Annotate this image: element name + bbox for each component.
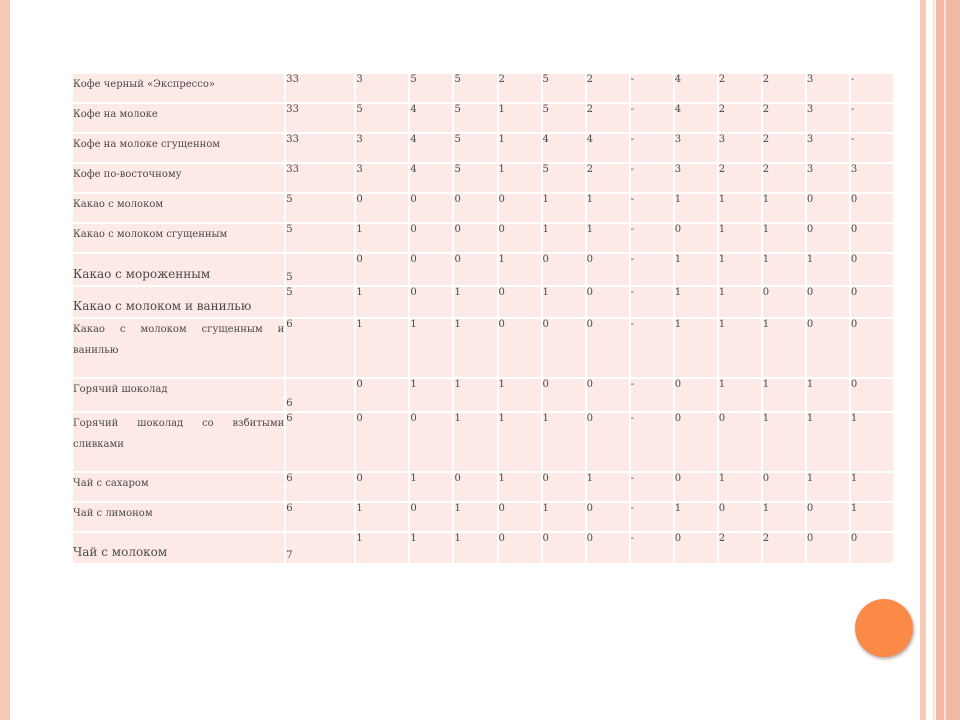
value-cell: 0 (410, 287, 452, 317)
value-cell: 1 (356, 319, 408, 377)
table-row (73, 473, 893, 501)
value-cell: 0 (356, 413, 408, 471)
row-name-cell: Какао с молоком сгущенным и ванилью (73, 319, 284, 377)
value-cell: 1 (499, 254, 541, 285)
value-cell: - (631, 287, 673, 317)
value-cell: 0 (675, 379, 717, 411)
value-cell: 0 (587, 319, 629, 377)
value-cell: 1 (763, 319, 805, 377)
value-cell: 0 (851, 194, 893, 222)
value-cell: 1 (543, 503, 585, 531)
beverage-table (71, 72, 895, 565)
value-cell: 1 (454, 287, 496, 317)
value-cell: 0 (499, 287, 541, 317)
row-name-cell: Какао с молоком (73, 194, 284, 222)
value-cell: 2 (719, 74, 761, 102)
value-cell: 0 (587, 379, 629, 411)
value-cell: 1 (499, 134, 541, 162)
slide-frame-stripe (944, 0, 946, 720)
value-cell: 1 (499, 413, 541, 471)
value-cell: 0 (499, 224, 541, 252)
row-count-cell: 6 (286, 503, 354, 531)
value-cell: 1 (719, 473, 761, 501)
value-cell: 0 (807, 224, 849, 252)
value-cell: 0 (454, 224, 496, 252)
value-cell: 1 (807, 254, 849, 285)
row-name-cell: Горячий шоколад со взбитыми сливками (73, 413, 284, 471)
slide-frame-stripe (933, 0, 935, 720)
value-cell: 0 (543, 533, 585, 563)
value-cell: - (631, 473, 673, 501)
value-cell: 0 (454, 254, 496, 285)
slide-frame-right (936, 0, 960, 720)
value-cell: 1 (719, 319, 761, 377)
value-cell: 1 (719, 379, 761, 411)
value-cell: 0 (807, 287, 849, 317)
value-cell: 1 (675, 287, 717, 317)
table-row (73, 74, 893, 102)
row-count-cell: 6 (286, 473, 354, 501)
value-cell: - (851, 134, 893, 162)
value-cell: 1 (454, 379, 496, 411)
value-cell: 3 (356, 74, 408, 102)
value-cell: 1 (410, 379, 452, 411)
value-cell: 5 (454, 104, 496, 132)
value-cell: 1 (807, 379, 849, 411)
value-cell: 1 (675, 319, 717, 377)
value-cell: 4 (410, 164, 452, 192)
table-row (73, 319, 893, 377)
value-cell: 3 (807, 104, 849, 132)
value-cell: 4 (587, 134, 629, 162)
value-cell: 1 (454, 319, 496, 377)
value-cell: 1 (763, 254, 805, 285)
table-row (73, 254, 893, 285)
row-count-cell: 5 (286, 224, 354, 252)
value-cell: 0 (499, 319, 541, 377)
row-name-cell: Чай с молоком (73, 533, 284, 563)
value-cell: 0 (851, 287, 893, 317)
value-cell: 1 (587, 473, 629, 501)
value-cell: 1 (543, 224, 585, 252)
value-cell: 3 (675, 134, 717, 162)
decorative-orange-circle (855, 599, 913, 657)
table-row (73, 134, 893, 162)
value-cell: 1 (719, 224, 761, 252)
value-cell: 1 (763, 194, 805, 222)
value-cell: 0 (807, 319, 849, 377)
value-cell: - (631, 503, 673, 531)
row-name-cell: Кофе по-восточному (73, 164, 284, 192)
value-cell: - (851, 74, 893, 102)
value-cell: 0 (719, 413, 761, 471)
value-cell: 0 (356, 194, 408, 222)
row-count-cell: 33 (286, 104, 354, 132)
value-cell: 0 (851, 533, 893, 563)
value-cell: 1 (851, 473, 893, 501)
value-cell: 0 (587, 533, 629, 563)
value-cell: 0 (454, 194, 496, 222)
row-count-cell: 33 (286, 164, 354, 192)
value-cell: 1 (543, 194, 585, 222)
value-cell: 1 (587, 194, 629, 222)
value-cell: 2 (499, 74, 541, 102)
row-count-cell: 33 (286, 74, 354, 102)
value-cell: - (631, 104, 673, 132)
value-cell: 1 (499, 379, 541, 411)
table-row (73, 194, 893, 222)
value-cell: 5 (454, 164, 496, 192)
value-cell: 3 (675, 164, 717, 192)
value-cell: 3 (356, 134, 408, 162)
value-cell: 0 (356, 254, 408, 285)
value-cell: 0 (543, 473, 585, 501)
value-cell: 2 (719, 104, 761, 132)
value-cell: 4 (410, 134, 452, 162)
value-cell: - (631, 413, 673, 471)
value-cell: 0 (675, 473, 717, 501)
row-name-cell: Какао с молоком сгущенным (73, 224, 284, 252)
value-cell: 1 (763, 379, 805, 411)
value-cell: 1 (499, 104, 541, 132)
row-count-cell: 33 (286, 134, 354, 162)
value-cell: 0 (410, 194, 452, 222)
table-row (73, 287, 893, 317)
value-cell: 3 (807, 134, 849, 162)
value-cell: 2 (587, 164, 629, 192)
value-cell: 1 (543, 413, 585, 471)
value-cell: 1 (719, 254, 761, 285)
value-cell: 2 (719, 164, 761, 192)
value-cell: - (851, 104, 893, 132)
value-cell: 2 (719, 533, 761, 563)
value-cell: 0 (587, 503, 629, 531)
value-cell: 2 (763, 104, 805, 132)
value-cell: 0 (543, 254, 585, 285)
value-cell: 2 (763, 533, 805, 563)
value-cell: - (631, 254, 673, 285)
row-name-cell: Какао с молоком и ванилью (73, 287, 284, 317)
value-cell: - (631, 319, 673, 377)
value-cell: 0 (851, 319, 893, 377)
value-cell: 0 (851, 254, 893, 285)
row-name-cell: Горячий шоколад (73, 379, 284, 411)
value-cell: 0 (410, 254, 452, 285)
row-count-cell: 7 (286, 533, 354, 563)
value-cell: 4 (543, 134, 585, 162)
value-cell: 0 (851, 224, 893, 252)
value-cell: 5 (543, 164, 585, 192)
slide-frame-left (0, 0, 10, 720)
value-cell: 3 (719, 134, 761, 162)
value-cell: 1 (675, 194, 717, 222)
row-name-cell: Кофе черный «Экспрессо» (73, 74, 284, 102)
row-name-cell: Какао с мороженным (73, 254, 284, 285)
value-cell: 1 (807, 473, 849, 501)
value-cell: 0 (356, 473, 408, 501)
value-cell: 4 (675, 104, 717, 132)
value-cell: 0 (807, 194, 849, 222)
value-cell: 0 (763, 287, 805, 317)
value-cell: 0 (499, 503, 541, 531)
value-cell: 3 (807, 164, 849, 192)
value-cell: 1 (356, 287, 408, 317)
value-cell: - (631, 379, 673, 411)
table-row (73, 224, 893, 252)
table-row (73, 164, 893, 192)
value-cell: 1 (763, 224, 805, 252)
value-cell: 0 (851, 379, 893, 411)
table-row (73, 104, 893, 132)
value-cell: 0 (410, 413, 452, 471)
value-cell: 0 (543, 379, 585, 411)
value-cell: 1 (454, 413, 496, 471)
row-name-cell: Чай с сахаром (73, 473, 284, 501)
value-cell: 2 (763, 164, 805, 192)
value-cell: 0 (763, 473, 805, 501)
table-row (73, 503, 893, 531)
value-cell: 1 (356, 224, 408, 252)
value-cell: 1 (356, 533, 408, 563)
value-cell: 3 (356, 164, 408, 192)
row-count-cell: 5 (286, 254, 354, 285)
value-cell: 1 (763, 503, 805, 531)
row-name-cell: Чай с лимоном (73, 503, 284, 531)
value-cell: - (631, 74, 673, 102)
value-cell: 1 (543, 287, 585, 317)
table-row (73, 413, 893, 471)
value-cell: 1 (410, 319, 452, 377)
value-cell: 4 (675, 74, 717, 102)
value-cell: 0 (675, 533, 717, 563)
value-cell: 1 (763, 413, 805, 471)
value-cell: 0 (499, 194, 541, 222)
value-cell: 1 (356, 503, 408, 531)
value-cell: 2 (763, 134, 805, 162)
value-cell: 1 (719, 194, 761, 222)
table-row (73, 533, 893, 563)
row-count-cell: 6 (286, 319, 354, 377)
value-cell: 3 (807, 74, 849, 102)
value-cell: 0 (675, 413, 717, 471)
value-cell: 0 (807, 533, 849, 563)
row-count-cell: 5 (286, 194, 354, 222)
value-cell: 4 (410, 104, 452, 132)
row-count-cell: 5 (286, 287, 354, 317)
value-cell: 0 (356, 379, 408, 411)
value-cell: 5 (454, 74, 496, 102)
value-cell: 1 (499, 164, 541, 192)
value-cell: - (631, 533, 673, 563)
value-cell: 0 (675, 224, 717, 252)
value-cell: 0 (454, 473, 496, 501)
value-cell: - (631, 134, 673, 162)
value-cell: 2 (587, 74, 629, 102)
value-cell: 3 (851, 164, 893, 192)
value-cell: 1 (499, 473, 541, 501)
value-cell: 0 (543, 319, 585, 377)
value-cell: 0 (410, 224, 452, 252)
value-cell: 5 (543, 74, 585, 102)
row-count-cell: 6 (286, 413, 354, 471)
value-cell: 5 (410, 74, 452, 102)
value-cell: 1 (454, 533, 496, 563)
row-count-cell: 6 (286, 379, 354, 411)
value-cell: 0 (719, 503, 761, 531)
value-cell: 0 (807, 503, 849, 531)
value-cell: 0 (499, 533, 541, 563)
row-name-cell: Кофе на молоке сгущенном (73, 134, 284, 162)
value-cell: 1 (851, 503, 893, 531)
value-cell: 5 (356, 104, 408, 132)
value-cell: 1 (675, 254, 717, 285)
value-cell: 0 (587, 413, 629, 471)
value-cell: 2 (587, 104, 629, 132)
value-cell: 1 (410, 473, 452, 501)
value-cell: 5 (454, 134, 496, 162)
slide-frame-right-inner (920, 0, 926, 720)
row-name-cell: Кофе на молоке (73, 104, 284, 132)
value-cell: - (631, 224, 673, 252)
value-cell: 2 (763, 74, 805, 102)
value-cell: 1 (675, 503, 717, 531)
table-row (73, 379, 893, 411)
value-cell: 1 (807, 413, 849, 471)
value-cell: - (631, 194, 673, 222)
value-cell: 0 (587, 254, 629, 285)
value-cell: 1 (587, 224, 629, 252)
value-cell: 0 (410, 503, 452, 531)
value-cell: 0 (587, 287, 629, 317)
value-cell: 5 (543, 104, 585, 132)
value-cell: 1 (851, 413, 893, 471)
value-cell: 1 (454, 503, 496, 531)
value-cell: - (631, 164, 673, 192)
value-cell: 1 (410, 533, 452, 563)
value-cell: 1 (719, 287, 761, 317)
